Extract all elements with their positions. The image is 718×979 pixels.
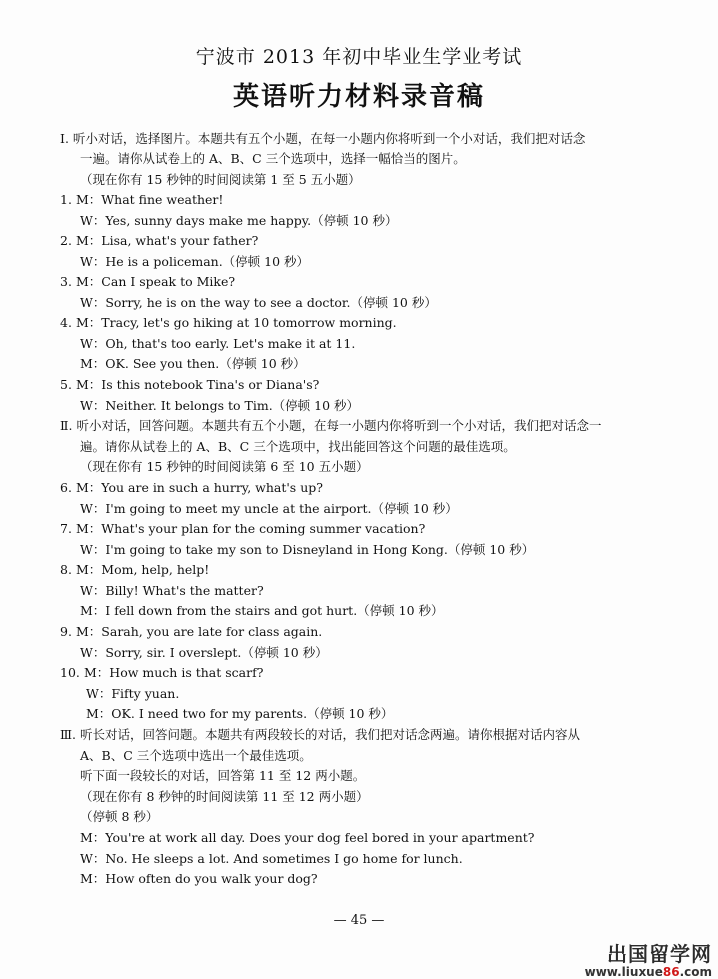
section-1-heading: Ⅰ. 听小对话，选择图片。本题共有五个小题，在每一小题内你将听到一个小对话，我们把对话念 xyxy=(60,131,586,146)
dialogue-line: M：How often do you walk your dog? xyxy=(80,871,318,886)
question-number: 8. xyxy=(60,562,72,577)
section-3-note: （现在你有 8 秒钟的时间阅读第 11 至 12 两小题） xyxy=(80,789,369,804)
page-number: — 45 — xyxy=(333,913,385,928)
question-9 xyxy=(60,623,322,641)
dialogue-line: W：I'm going to meet my uncle at the airport.（停顿 10 秒） xyxy=(80,501,458,516)
question-2 xyxy=(60,232,258,250)
dialogue-line: W：I'm going to take my son to Disneyland in Hong Kong.（停顿 10 秒） xyxy=(80,542,535,557)
dialogue-line: W：Sorry, sir. I overslept.（停顿 10 秒） xyxy=(80,645,328,660)
watermark-text: 出国留学网 xyxy=(607,942,712,966)
dialogue-line: M：You are in such a hurry, what's up? xyxy=(76,480,323,495)
dialogue-line: M：Is this notebook Tina's or Diana's? xyxy=(76,377,320,392)
dialogue-line: W：Billy! What's the matter? xyxy=(80,583,264,598)
watermark-url xyxy=(585,965,712,979)
question-3 xyxy=(60,273,235,291)
question-8 xyxy=(60,561,209,579)
dialogue-line: M：How much is that scarf? xyxy=(84,665,264,680)
question-5 xyxy=(60,376,319,394)
dialogue-line: M：Lisa, what's your father? xyxy=(76,233,259,248)
page-title: 英语听力材料录音稿 xyxy=(232,82,485,112)
question-6 xyxy=(60,479,323,497)
question-number: 5. xyxy=(60,377,72,392)
dialogue-line: W：No. He sleeps a lot. And sometimes I go home for lunch. xyxy=(80,851,463,866)
section-3-pause: （停顿 8 秒） xyxy=(80,809,159,824)
dialogue-line: M：Can I speak to Mike? xyxy=(76,274,236,289)
dialogue-line: W：Neither. It belongs to Tim.（停顿 10 秒） xyxy=(80,398,360,413)
question-number: 10. xyxy=(60,665,80,680)
question-number: 2. xyxy=(60,233,72,248)
section-1-note: （现在你有 15 秒钟的时间阅读第 1 至 5 五小题） xyxy=(80,172,361,187)
dialogue-line: M：I fell down from the stairs and got hurt.（停顿 10 秒） xyxy=(80,603,444,618)
question-number: 9. xyxy=(60,624,72,639)
exam-subtitle: 宁波市 2013 年初中毕业生学业考试 xyxy=(195,46,523,68)
dialogue-line: M：Tracy, let's go hiking at 10 tomorrow morning. xyxy=(76,315,397,330)
question-7 xyxy=(60,520,425,538)
question-10 xyxy=(60,664,263,682)
watermark-url-highlight: 86 xyxy=(662,965,680,979)
question-number: 6. xyxy=(60,480,72,495)
dialogue-line: W：Sorry, he is on the way to see a doctor.（停顿 10 秒） xyxy=(80,295,437,310)
dialogue-line: W：Yes, sunny days make me happy.（停顿 10 秒） xyxy=(80,213,398,228)
dialogue-line: M：You're at work all day. Does your dog feel bored in your apartment? xyxy=(80,830,535,845)
dialogue-line: W：Fifty yuan. xyxy=(86,686,180,701)
question-number: 7. xyxy=(60,521,72,536)
dialogue-line: M：Sarah, you are late for class again. xyxy=(76,624,323,639)
dialogue-line: M：What fine weather! xyxy=(76,192,224,207)
question-number: 1. xyxy=(60,192,72,207)
watermark-url-prefix: www.liuxue xyxy=(584,965,663,979)
dialogue-line: M：What's your plan for the coming summer vacation? xyxy=(76,521,426,536)
section-3-heading: Ⅲ. 听长对话，回答问题。本题共有两段较长的对话，我们把对话念两遍。请你根据对话内容从 xyxy=(60,727,581,742)
dialogue-line: W：He is a policeman.（停顿 10 秒） xyxy=(80,254,310,269)
section-1-heading-cont: 一遍。请你从试卷上的 A、B、C 三个选项中，选择一幅恰当的图片。 xyxy=(80,151,466,166)
watermark-url-suffix: .com xyxy=(679,965,712,979)
question-number: 3. xyxy=(60,274,72,289)
dialogue-line: M：OK. I need two for my parents.（停顿 10 秒） xyxy=(86,706,394,721)
dialogue-line: W：Oh, that's too early. Let's make it at 11. xyxy=(80,336,356,351)
section-2-heading: Ⅱ. 听小对话，回答问题。本题共有五个小题，在每一小题内你将听到一个小对话，我们把对话念一 xyxy=(60,418,602,433)
section-2-note: （现在你有 15 秒钟的时间阅读第 6 至 10 五小题） xyxy=(80,459,369,474)
dialogue-line: M：OK. See you then.（停顿 10 秒） xyxy=(80,356,306,371)
dialogue-line: M：Mom, help, help! xyxy=(76,562,210,577)
section-3-intro: 听下面一段较长的对话，回答第 11 至 12 两小题。 xyxy=(80,768,366,783)
site-watermark[interactable] xyxy=(585,938,712,979)
section-2-heading-cont: 遍。请你从试卷上的 A、B、C 三个选项中，找出能回答这个问题的最佳选项。 xyxy=(80,439,516,454)
question-1 xyxy=(60,191,223,209)
question-4 xyxy=(60,314,397,332)
question-number: 4. xyxy=(60,315,72,330)
section-3-heading-cont: A、B、C 三个选项中选出一个最佳选项。 xyxy=(80,748,312,763)
